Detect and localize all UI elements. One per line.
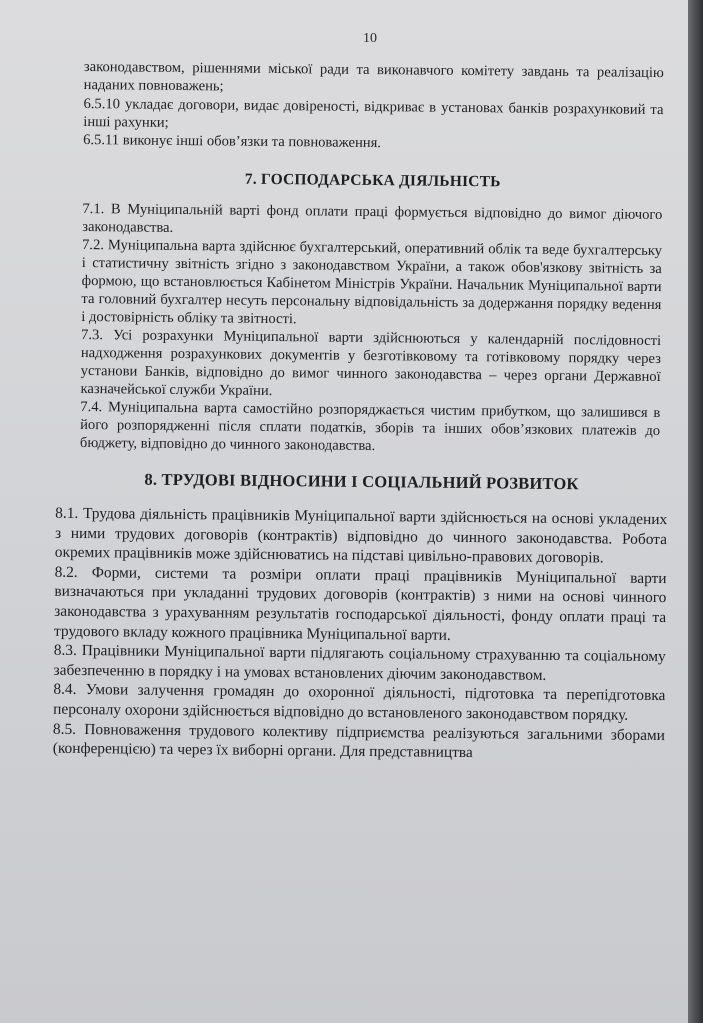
paragraph: 7.3. Усі розрахунки Муніципальної варти здійснюються у календарній послідовності надходження розрахункових документів у безготівковому та готівковому порядку через установи Банків, відповідно до вимог чинного законодавства – через органи Державної казначейської служби України. — [80, 326, 662, 399]
paragraph: 7.1. В Муніципальній варті фонд оплати праці формується відповідно до вимог діючого законодавства. — [82, 200, 663, 236]
section-8 — [53, 470, 668, 765]
paragraph: 7.2. Муніципальна варта здійснює бухгалтерський, оперативний облік та веде бухгалтерську і статистичну звітність згідно з законодавством України, а також обов'язкову звітність за формою, що встановлюється Кабінетом Міністрів України. Начальник Муніципальної варти та головний бухгалтер несуть персональну відповідальність за додержання порядку ведення і достовірність обліку та звітності. — [81, 236, 663, 328]
paragraph: 8.1. Трудова діяльність працівників Муніципальної варти здійснюється на основі укладених з ними трудових договорів (контрактів) відповідно до чинного законодавства. Робота окремих працівників може здійснюватись на підставі цивільно-правових договорів. — [54, 504, 668, 567]
background-edge — [688, 0, 703, 1023]
page-number: 10 — [363, 31, 377, 46]
paragraph: законодавством, рішеннями міської ради та виконавчого комітету завдань та реалізацію наданих повноважень; — [83, 58, 664, 95]
paragraph: 7.4. Муніципальна варта самостійно розпоряджається чистим прибутком, що залишився в його розпорядженні після сплати податків, зборів та інших обов’язкових платежів до бюджету, відповідно до чинного законодавства. — [79, 398, 661, 454]
paragraph: 8.3. Працівники Муніципальної варти підлягають соціальному страхуванню та соціальному забезпеченню в порядку і на умовах встановлених діючим законодавством. — [53, 641, 666, 684]
section-7-title: 7. ГОСПОДАРСЬКА ДІЯЛЬНІСТЬ — [244, 171, 501, 191]
section-7 — [80, 169, 663, 457]
paragraph: 6.5.10 укладає договори, видає довіреності, відкриває в установах банків розрахунковий та інші рахунки; — [83, 95, 664, 131]
paragraph: 8.4. Умови залучення громадян до охоронної діяльності, підготовка та перепідготовка персоналу охорони здійснюється відповідно до встановленого законодавством порядку. — [53, 681, 666, 724]
intro-block — [83, 58, 664, 156]
paragraph: 6.5.11 виконує інші обов’язки та повноваження. — [83, 132, 382, 152]
document-body — [52, 58, 668, 765]
section-8-title: 8. ТРУДОВІ ВІДНОСИНИ І СОЦІАЛЬНИЙ РОЗВИТОК — [144, 469, 579, 493]
paragraph: 8.5. Повноваження трудового колективу підприємства реалізуються загальними зборами (конференцією) та через їх виборні органи. Для представництва — [52, 720, 666, 762]
paragraph: 8.2. Форми, системи та розміри оплати праці працівників Муніципальної варти визначаються при укладанні трудових договорів (контрактів) з ними на основі чинного законодавства з урахуванням результатів господарської діяльності, фонду оплати праці та трудового вкладу кожного працівника Муніципальної варти. — [53, 563, 667, 644]
